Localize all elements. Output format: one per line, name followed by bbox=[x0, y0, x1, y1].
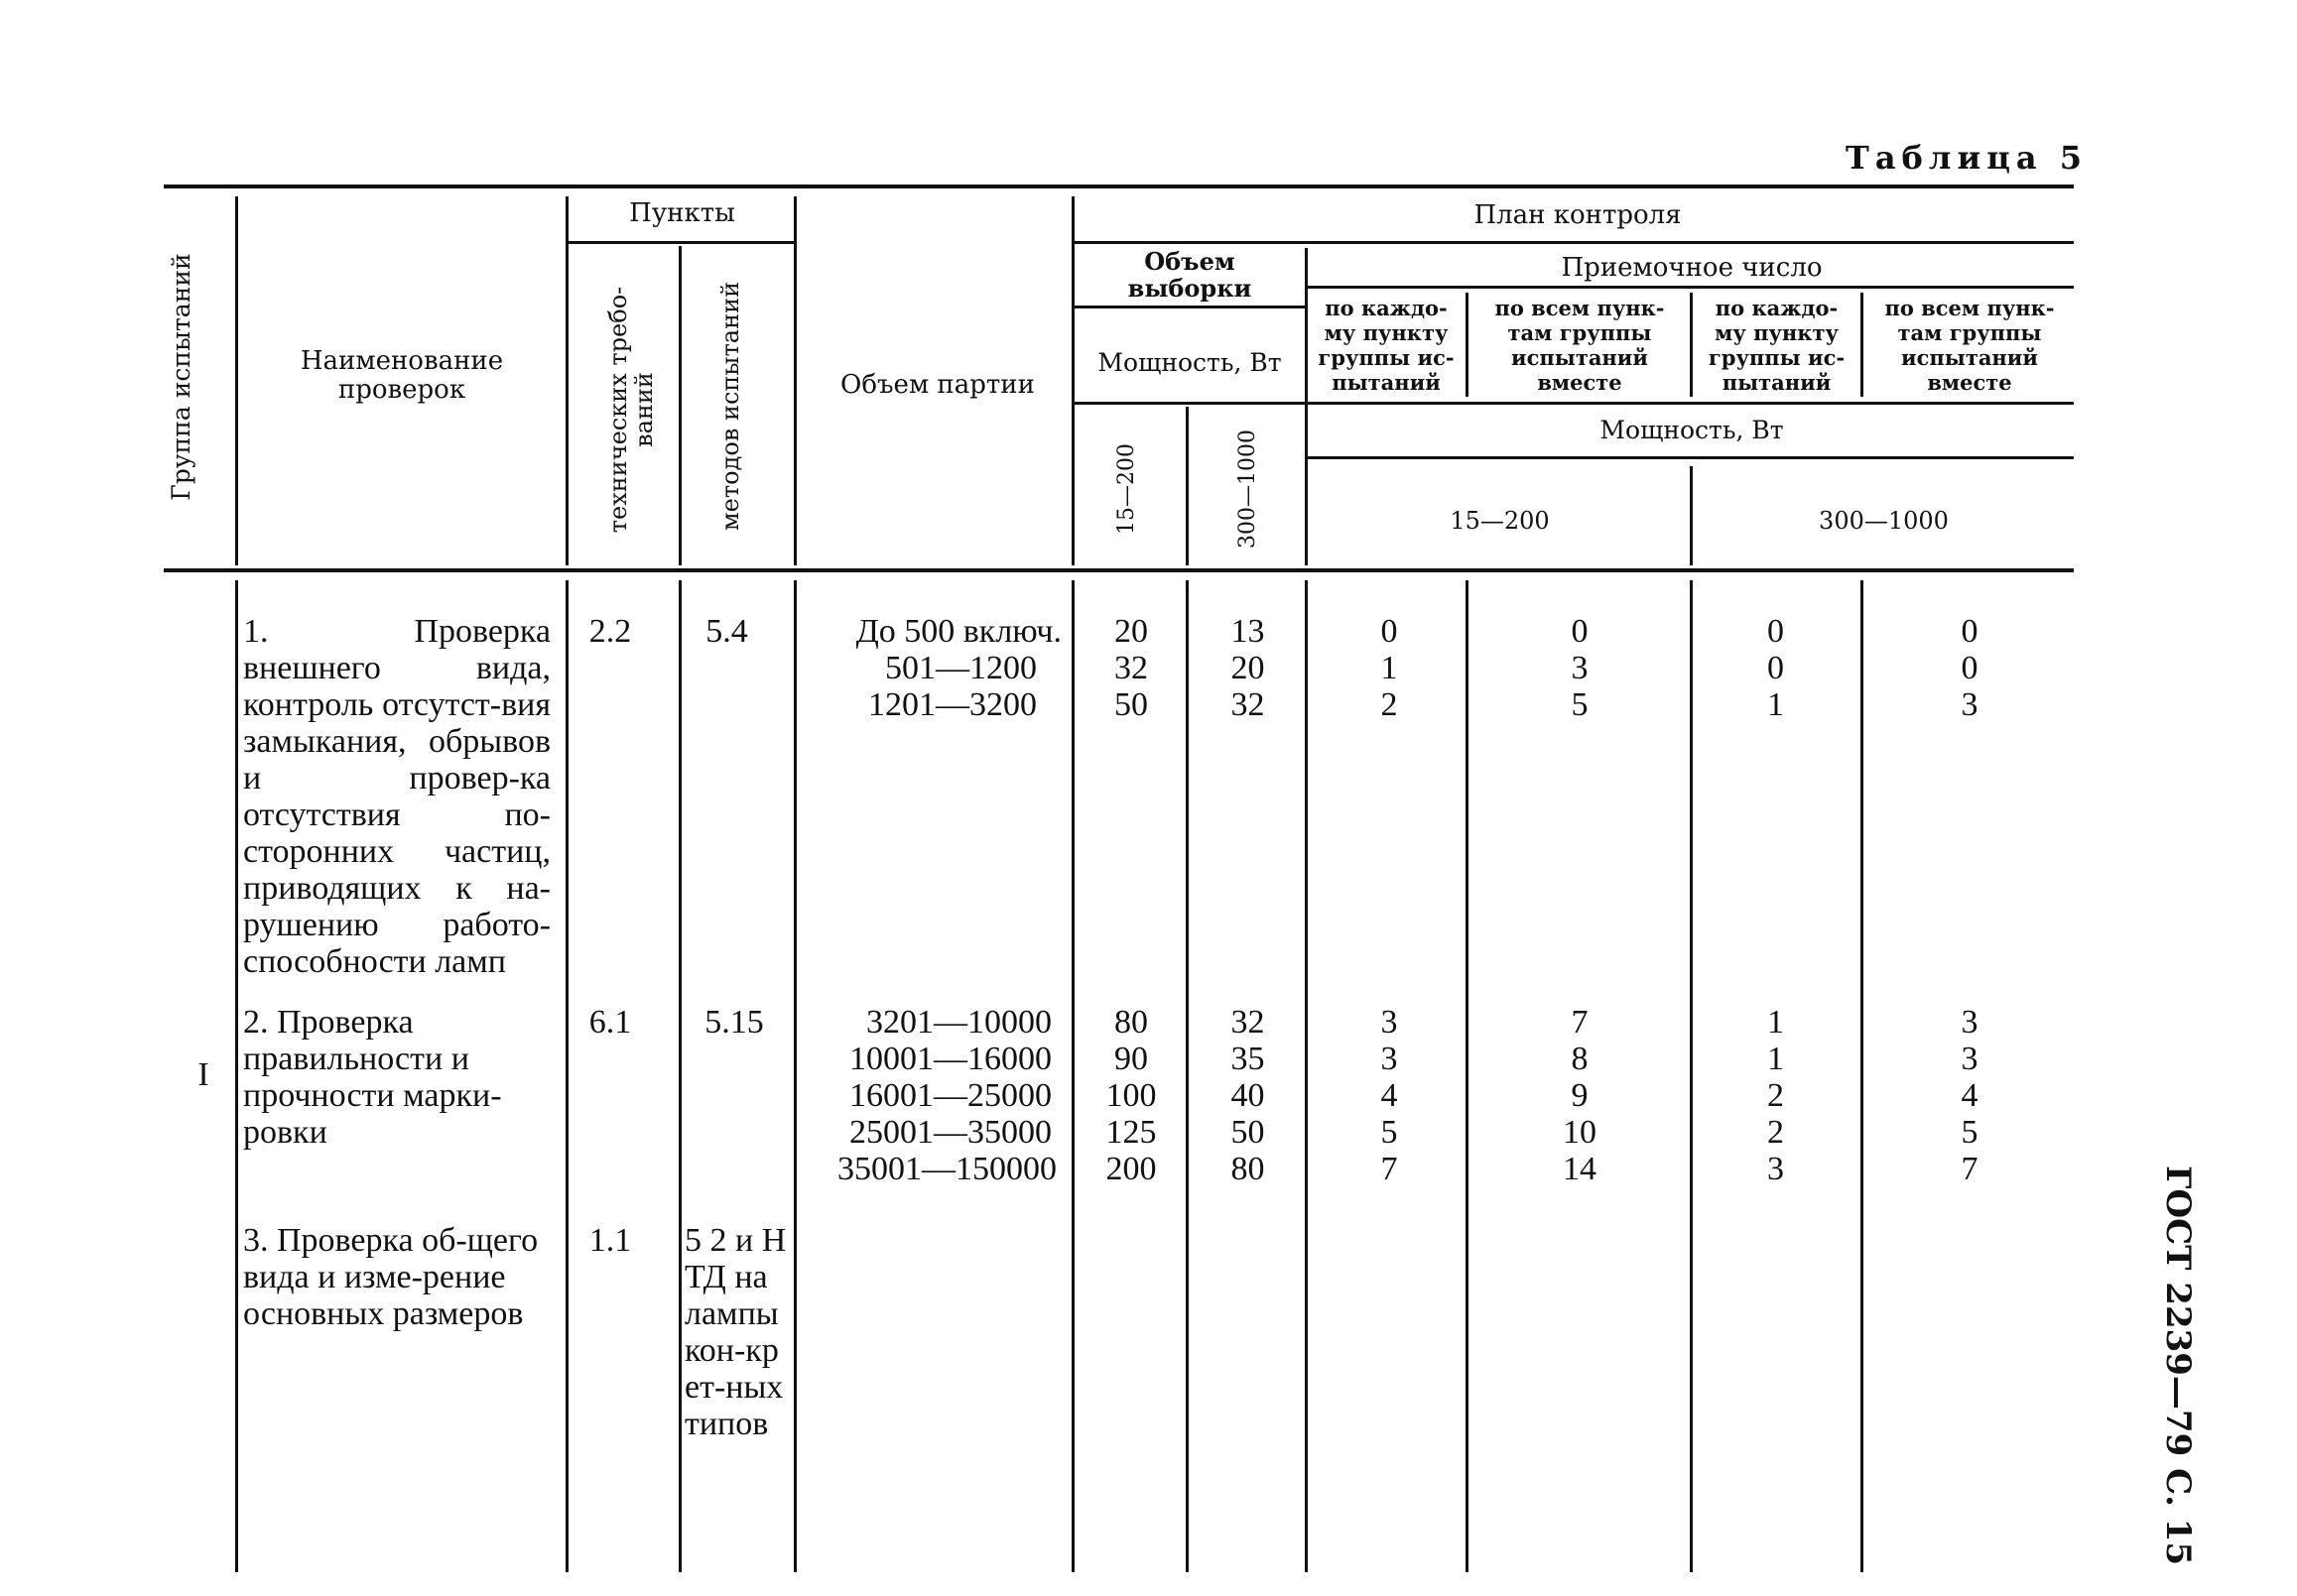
acc-each-15-200: 7 bbox=[1380, 1151, 1398, 1187]
acc-each-15-200: 0 bbox=[1380, 613, 1398, 650]
sample-15-200: 100 bbox=[1105, 1077, 1157, 1114]
lot-size: 25001—35000 bbox=[849, 1114, 1052, 1151]
sample-15-200: 50 bbox=[1114, 686, 1148, 723]
sample-15-200: 125 bbox=[1105, 1114, 1157, 1151]
acc-all-300-1000: 4 bbox=[1961, 1077, 1978, 1114]
acc-all-15-200: 10 bbox=[1563, 1114, 1596, 1151]
lot-size: 35001—150000 bbox=[837, 1151, 1057, 1187]
header-test-methods: методов испытаний bbox=[716, 281, 744, 531]
header-name: Наименование проверок bbox=[300, 346, 504, 405]
sample-300-1000: 40 bbox=[1230, 1077, 1265, 1114]
check-name-2: 2. Проверка правильности и прочности марки-ровки bbox=[243, 1004, 502, 1151]
acc-all-300-1000: 7 bbox=[1961, 1151, 1978, 1187]
header-power-2: Мощность, Вт bbox=[1599, 416, 1784, 444]
sample-300-1000: 32 bbox=[1230, 686, 1265, 723]
header-power-300-1000: 300—1000 bbox=[1235, 430, 1260, 549]
lot-size: До 500 включ. bbox=[855, 613, 1062, 650]
sample-15-200: 80 bbox=[1114, 1004, 1148, 1041]
acc-each-300-1000: 2 bbox=[1767, 1077, 1784, 1114]
lot-size: 10001—16000 bbox=[849, 1041, 1052, 1077]
acc-all-15-200: 3 bbox=[1571, 650, 1589, 686]
acc-all-15-200: 8 bbox=[1571, 1041, 1589, 1077]
acc-each-300-1000: 0 bbox=[1767, 650, 1784, 686]
header-range-a: 15—200 bbox=[1450, 507, 1550, 535]
acc-each-300-1000: 3 bbox=[1767, 1151, 1784, 1187]
lot-size: 3201—10000 bbox=[866, 1004, 1052, 1041]
header-power: Мощность, Вт bbox=[1097, 348, 1282, 377]
acc-each-15-200: 4 bbox=[1380, 1077, 1398, 1114]
sample-300-1000: 13 bbox=[1230, 613, 1265, 650]
lot-size: 16001—25000 bbox=[849, 1077, 1052, 1114]
header-group: Группа испытаний bbox=[167, 253, 195, 501]
acc-all-15-200: 0 bbox=[1571, 613, 1589, 650]
header-acc-each-2: по каждо- му пункту группы ис- пытаний bbox=[1708, 296, 1846, 395]
method-point-1: 5.4 bbox=[705, 613, 748, 650]
acc-each-300-1000: 0 bbox=[1767, 613, 1784, 650]
sample-300-1000: 50 bbox=[1230, 1114, 1265, 1151]
table-title: Таблица 5 bbox=[1846, 139, 2088, 177]
sample-300-1000: 35 bbox=[1230, 1041, 1265, 1077]
header-tech-requirements: технических требо- ваний bbox=[604, 286, 658, 534]
page-footer-note: ГОСТ 2239—79 С. 15 bbox=[2158, 1166, 2198, 1566]
acc-each-300-1000: 1 bbox=[1767, 1041, 1784, 1077]
tech-point-2: 6.1 bbox=[588, 1004, 632, 1041]
header-acc-all-2: по всем пунк- там группы испытаний вместе bbox=[1884, 296, 2055, 395]
acc-each-15-200: 5 bbox=[1380, 1114, 1398, 1151]
tech-point-1: 2.2 bbox=[588, 613, 632, 650]
acc-all-300-1000: 5 bbox=[1961, 1114, 1978, 1151]
acc-all-300-1000: 0 bbox=[1961, 613, 1978, 650]
sample-15-200: 20 bbox=[1114, 613, 1148, 650]
sample-300-1000: 20 bbox=[1230, 650, 1265, 686]
header-points: Пункты bbox=[629, 198, 735, 228]
acc-each-300-1000: 1 bbox=[1767, 1004, 1784, 1041]
acc-each-15-200: 1 bbox=[1380, 650, 1398, 686]
acc-each-15-200: 3 bbox=[1380, 1041, 1398, 1077]
acc-each-300-1000: 1 bbox=[1767, 686, 1784, 723]
check-name-3: 3. Проверка об-щего вида и изме-рение основных размеров bbox=[243, 1222, 539, 1332]
acc-all-15-200: 7 bbox=[1571, 1004, 1589, 1041]
sample-15-200: 32 bbox=[1114, 650, 1148, 686]
group-number: I bbox=[197, 1056, 209, 1093]
sample-300-1000: 32 bbox=[1230, 1004, 1265, 1041]
acc-each-300-1000: 2 bbox=[1767, 1114, 1784, 1151]
header-lot-size: Объем партии bbox=[840, 370, 1035, 400]
header-acc-all-1: по всем пунк- там группы испытаний вместе bbox=[1494, 296, 1665, 395]
header-acceptance-number: Приемочное число bbox=[1561, 253, 1823, 283]
check-name-1: 1. Проверка внешнего вида, контроль отсутст-вия замыкания, обрывов и провер-ка отсутствия по-сторонних частиц, приводящих к на-рушению работо-способности ламп bbox=[243, 613, 551, 980]
method-point-2: 5.15 bbox=[704, 1004, 764, 1041]
sample-300-1000: 80 bbox=[1230, 1151, 1265, 1187]
sample-15-200: 200 bbox=[1105, 1151, 1157, 1187]
header-power-15-200: 15—200 bbox=[1114, 443, 1139, 535]
lot-size: 501—1200 bbox=[885, 650, 1037, 686]
acc-all-15-200: 5 bbox=[1571, 686, 1589, 723]
lot-size: 1201—3200 bbox=[868, 686, 1037, 723]
acc-all-300-1000: 3 bbox=[1961, 1041, 1978, 1077]
acc-all-15-200: 9 bbox=[1571, 1077, 1589, 1114]
acc-all-300-1000: 0 bbox=[1961, 650, 1978, 686]
acc-each-15-200: 2 bbox=[1380, 686, 1398, 723]
method-point-3: 5 2 и НТД на лампы кон-крет-ных типов bbox=[685, 1222, 787, 1442]
header-control-plan: План контроля bbox=[1473, 200, 1682, 230]
header-acc-each-1: по каждо- му пункту группы ис- пытаний bbox=[1318, 296, 1455, 395]
acc-each-15-200: 3 bbox=[1380, 1004, 1398, 1041]
acc-all-300-1000: 3 bbox=[1961, 686, 1978, 723]
acc-all-300-1000: 3 bbox=[1961, 1004, 1978, 1041]
sample-15-200: 90 bbox=[1114, 1041, 1148, 1077]
acc-all-15-200: 14 bbox=[1563, 1151, 1596, 1187]
tech-point-3: 1.1 bbox=[588, 1222, 632, 1259]
header-sample-size: Объем выборки bbox=[1127, 247, 1252, 303]
header-range-b: 300—1000 bbox=[1819, 507, 1949, 535]
